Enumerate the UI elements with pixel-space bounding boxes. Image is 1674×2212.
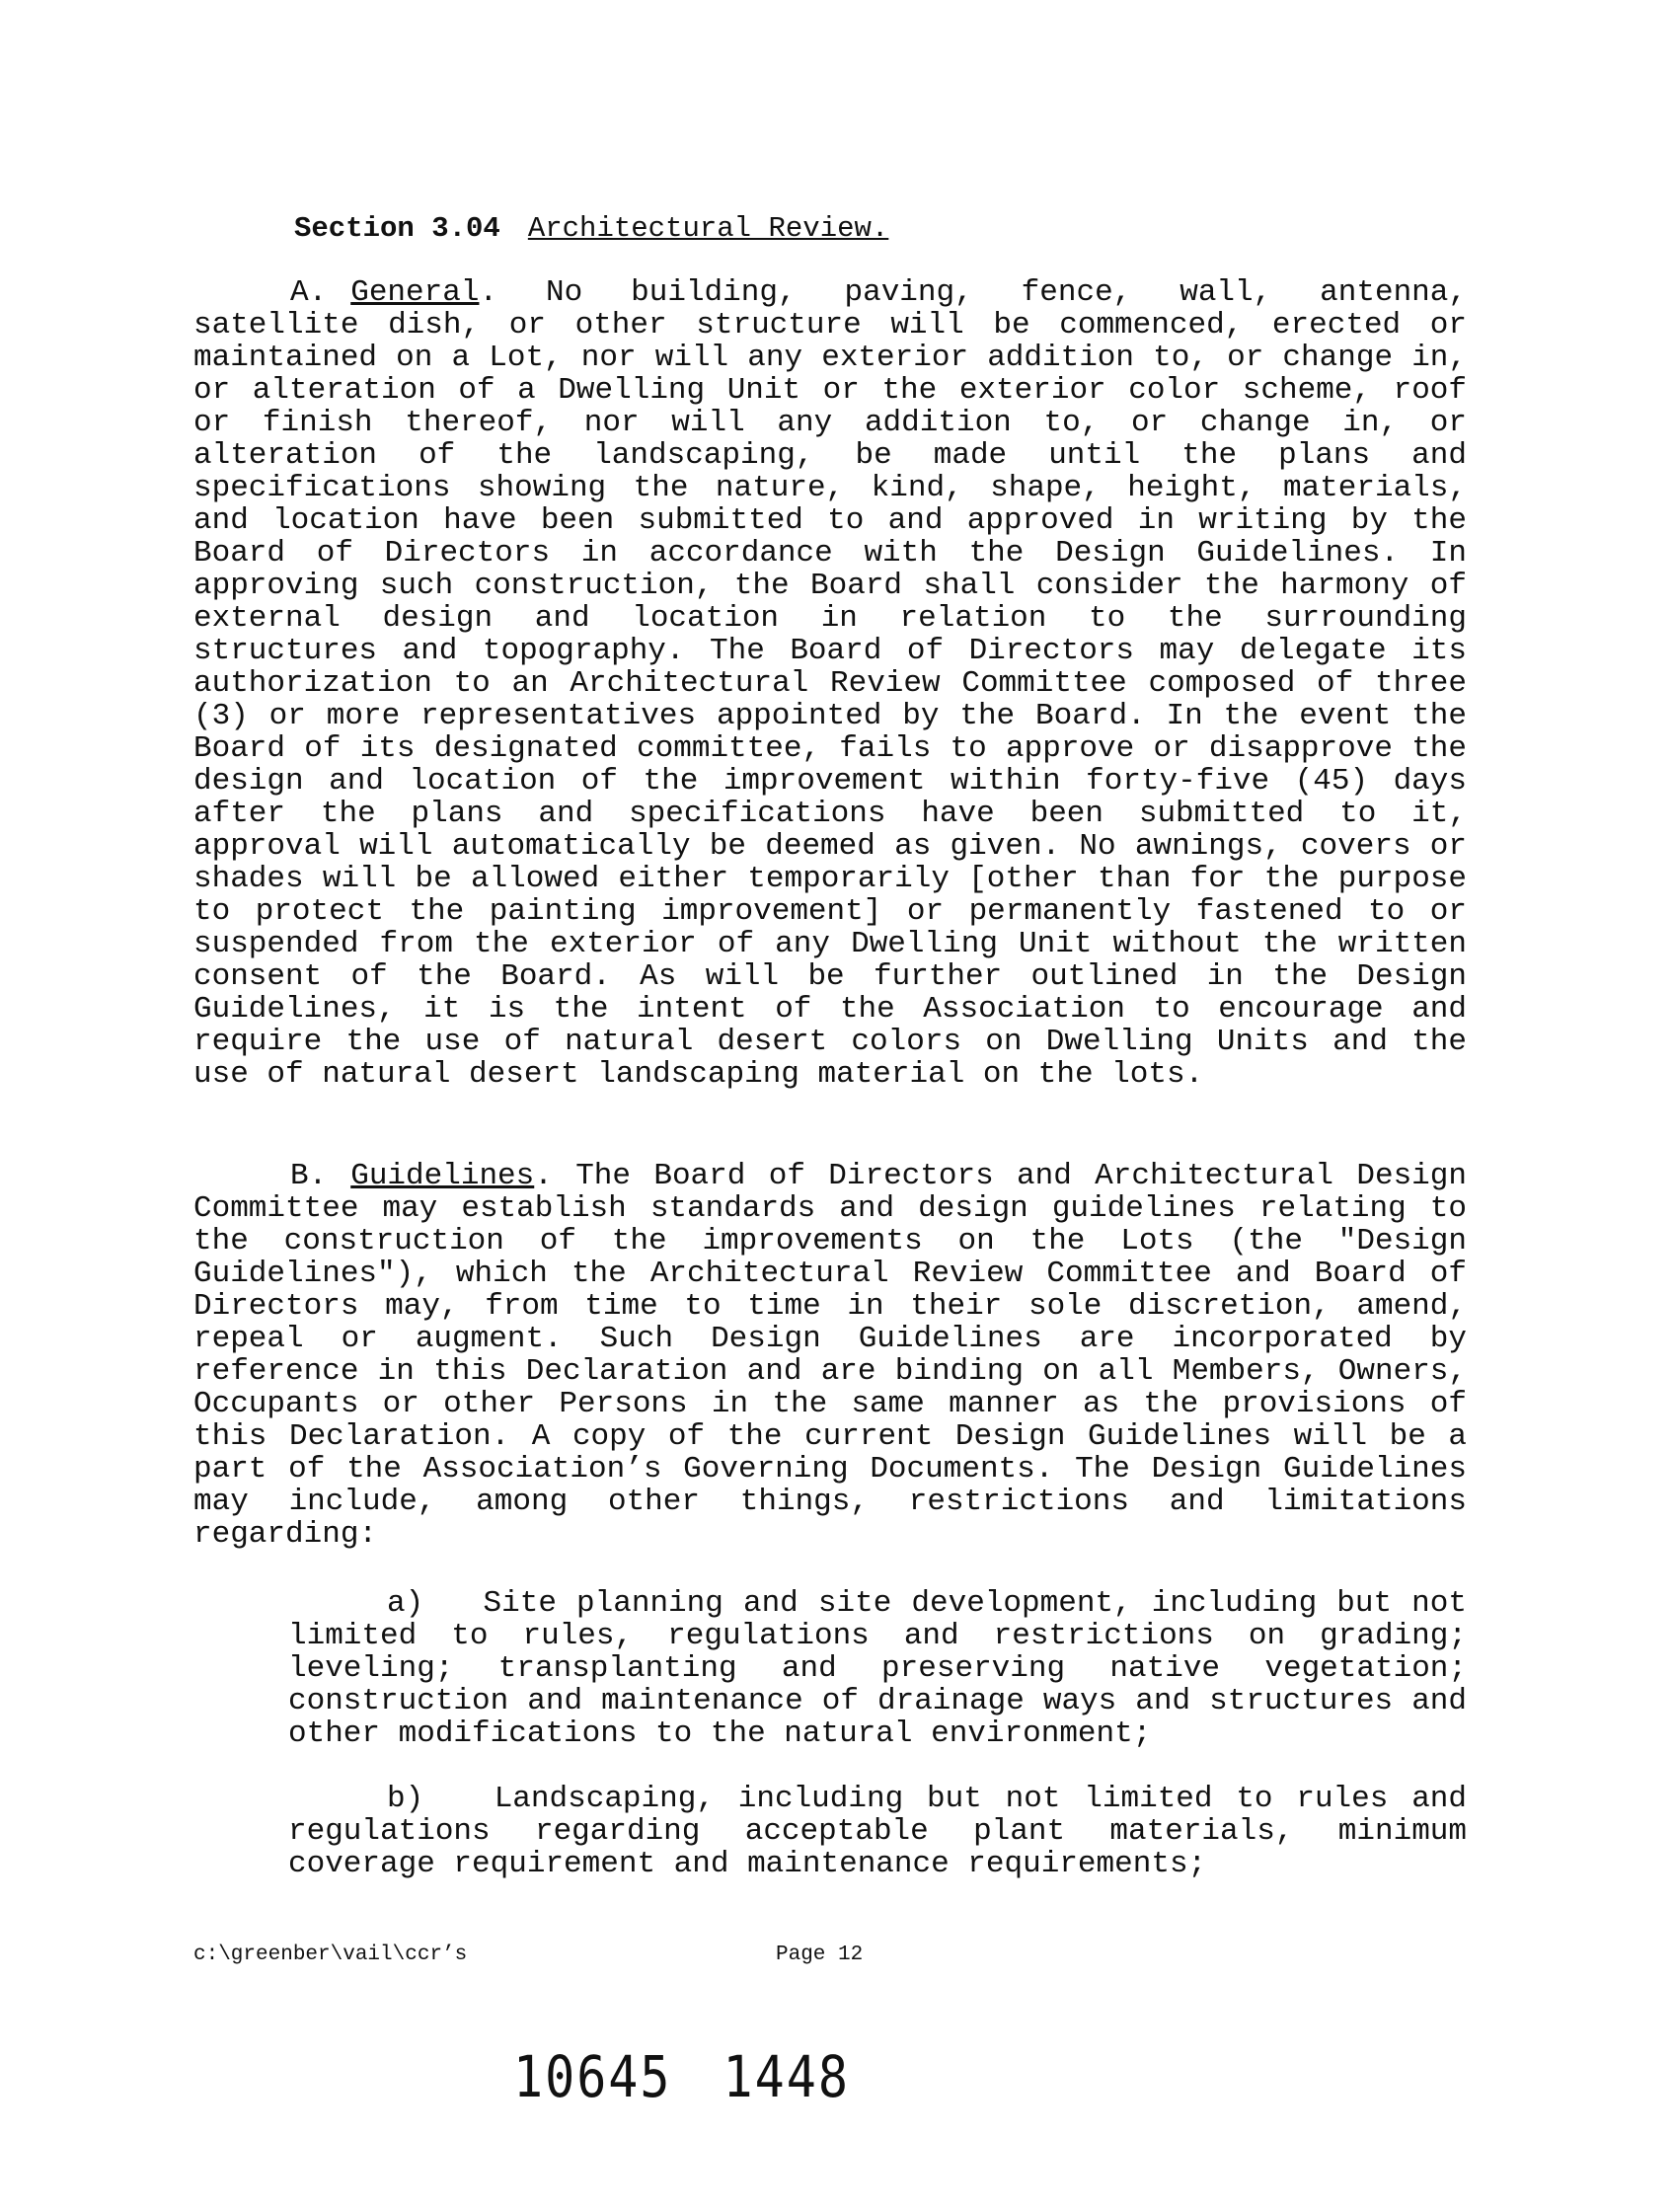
paragraph-heading: General [350,275,480,310]
paragraph-general [193,276,1467,1091]
list-item-text: Site planning and site development, including but not limited to rules, regulations and restrictions on grading; leveling; transplanting and preserving native vegetation; construction and maintenance of drainage ways and structures and other modifications to the natural environment; [288,1586,1467,1751]
section-number: Section 3.04 [294,212,500,245]
recording-stamp [513,2043,850,2111]
paragraph-label: B. [290,1159,328,1193]
section-heading [294,211,888,247]
section-title: Architectural Review. [527,212,889,245]
stamp-book-number: 10645 [513,2044,672,2110]
list-item [288,1783,1467,1880]
list-item-label: b) [387,1782,424,1816]
paragraph-guidelines [193,1160,1467,1551]
paragraph-text: . The Board of Directors and Architectural Design Committee may establish standards and design guidelines relating to the construction of the improvements on the Lots (the "Design Guidelines"), which the Architectural Review Committee and Board of Directors may, from time to time in their sole discretion, amend, repeal or augment. Such Design Guidelines are incorporated by reference in this Declaration and are binding on all Members, Owners, Occupants or other Persons in the same manner as the provisions of this Declaration. A copy of the current Design Guidelines will be a part of the Association’s Governing Documents. The Design Guidelines may include, among other things, restrictions and limitations regarding: [193,1159,1467,1552]
stamp-page-number: 1448 [723,2044,850,2110]
paragraph-text: . No building, paving, fence, wall, antenna, satellite dish, or other structure will be commenced, erected or maintained on a Lot, nor will any exterior addition to, or change in, or alteration of a Dwelling Unit or the exterior color scheme, roof or finish thereof, nor will any addition to, or change in, or alteration of the landscaping, be made until the plans and specifications showing the nature, kind, shape, height, materials, and location have been submitted to and approved in writing by the Board of Directors in accordance with the Design Guidelines. In approving such construction, the Board shall consider the harmony of external design and location in relation to the surrounding structures and topography. The Board of Directors may delegate its authorization to an Architectural Review Committee composed of three (3) or more representatives appointed by the Board. In the event the Board of its designated committee, fails to approve or disapprove the design and location of the improvement within forty-five (45) days after the plans and specifications have been submitted to it, approval will automatically be deemed as given. No awnings, covers or shades will be allowed either temporarily [other than for the purpose to protect the painting improvement] or permanently fastened to or suspended from the exterior of any Dwelling Unit without the written consent of the Board. As will be further outlined in the Design Guidelines, it is the intent of the Association to encourage and require the use of natural desert colors on Dwelling Units and the use of natural desert landscaping material on the lots. [193,275,1467,1092]
list-item-label: a) [387,1586,424,1621]
footer-page-number: Page 12 [776,1944,864,1966]
list-item-text: Landscaping, including but not limited to rules and regulations regarding acceptable plant materials, minimum coverage requirement and maintenance requirements; [288,1782,1467,1881]
paragraph-label: A. [290,275,328,310]
list-item [288,1587,1467,1750]
footer-file-path: c:\greenber\vail\ccr’s [193,1944,468,1966]
paragraph-heading: Guidelines [350,1159,535,1193]
